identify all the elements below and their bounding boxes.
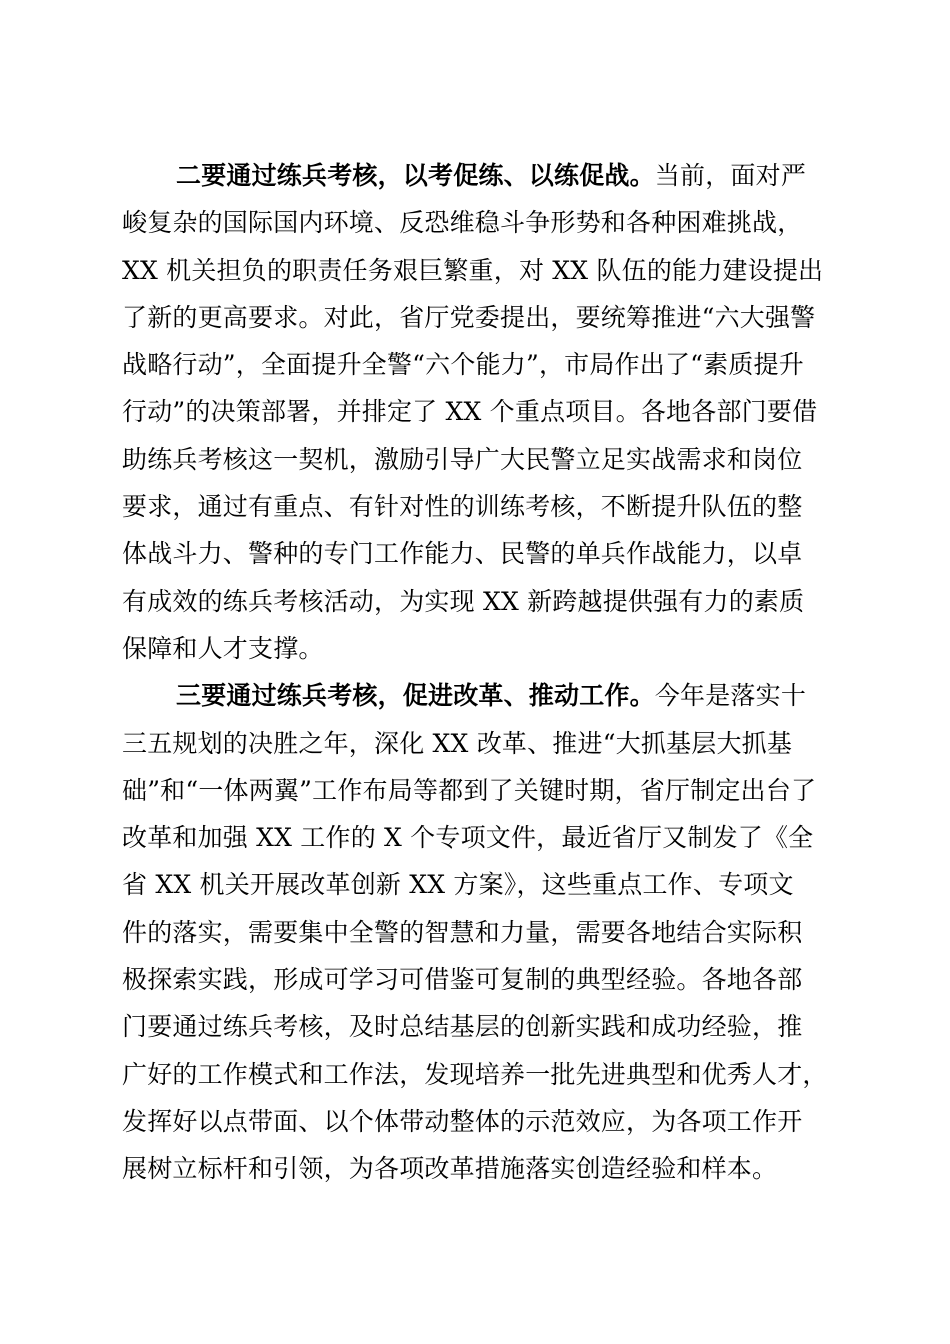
paragraph-3 bbox=[122, 672, 834, 1192]
paragraph-line: 发挥好以点带面、以个体带动整体的示范效应，为各项工作开 bbox=[122, 1106, 803, 1136]
document-body bbox=[122, 152, 834, 1193]
paragraph-line: 极探索实践，形成可学习可借鉴可复制的典型经验。各地各部 bbox=[122, 965, 803, 995]
paragraph-line: 件的落实，需要集中全警的智慧和力量，需要各地结合实际积 bbox=[122, 917, 803, 947]
paragraph-line bbox=[122, 672, 834, 719]
paragraph-line: 峻复杂的国际国内环境、反恐维稳斗争形势和各种困难挑战， bbox=[122, 208, 803, 238]
paragraph-lead-heading: 二要通过练兵考核，以考促练、以练促战。 bbox=[176, 161, 655, 190]
paragraph-line: 助练兵考核这一契机，激励引导广大民警立足实战需求和岗位 bbox=[122, 444, 803, 474]
paragraph-line: 础”和“一体两翼”工作布局等都到了关键时期，省厅制定出台了 bbox=[122, 775, 817, 805]
paragraph-line: 了新的更高要求。对此，省厅党委提出，要统筹推进“六大强警 bbox=[122, 302, 816, 332]
paragraph-line: 三五规划的决胜之年，深化 XX 改革、推进“大抓基层大抓基 bbox=[122, 728, 793, 758]
paragraph-text: 当前，面对严 bbox=[654, 161, 807, 190]
paragraph-lead-heading: 三要通过练兵考核，促进改革、推动工作。 bbox=[176, 681, 655, 711]
paragraph-line: 改革和加强 XX 工作的 X 个专项文件，最近省厅又制发了《全 bbox=[122, 823, 814, 853]
paragraph-line: 省 XX 机关开展改革创新 XX 方案》，这些重点工作、专项文 bbox=[122, 870, 794, 900]
paragraph-2 bbox=[122, 152, 834, 672]
paragraph-line: XX 机关担负的职责任务艰巨繁重，对 XX 队伍的能力建设提出 bbox=[122, 255, 824, 285]
paragraph-line: 要求，通过有重点、有针对性的训练考核，不断提升队伍的整 bbox=[122, 492, 803, 522]
paragraph-line: 战略行动”，全面提升全警“六个能力”，市局作出了“素质提升 bbox=[122, 350, 804, 380]
paragraph-line: 体战斗力、警种的专门工作能力、民警的单兵作战能力，以卓 bbox=[122, 539, 803, 569]
paragraph-text: 今年是落实十 bbox=[654, 681, 807, 711]
paragraph-line: 行动”的决策部署，并排定了 XX 个重点项目。各地各部门要借 bbox=[122, 397, 818, 427]
paragraph-line: 保障和人才支撑。 bbox=[122, 633, 324, 663]
paragraph-line: 广好的工作模式和工作法，发现培养一批先进典型和优秀人才， bbox=[122, 1059, 828, 1089]
paragraph-line bbox=[122, 152, 834, 199]
paragraph-line: 展树立标杆和引领，为各项改革措施落实创造经验和样本。 bbox=[122, 1154, 778, 1184]
paragraph-line: 门要通过练兵考核，及时总结基层的创新实践和成功经验，推 bbox=[122, 1012, 803, 1042]
paragraph-line: 有成效的练兵考核活动，为实现 XX 新跨越提供强有力的素质 bbox=[122, 586, 805, 616]
